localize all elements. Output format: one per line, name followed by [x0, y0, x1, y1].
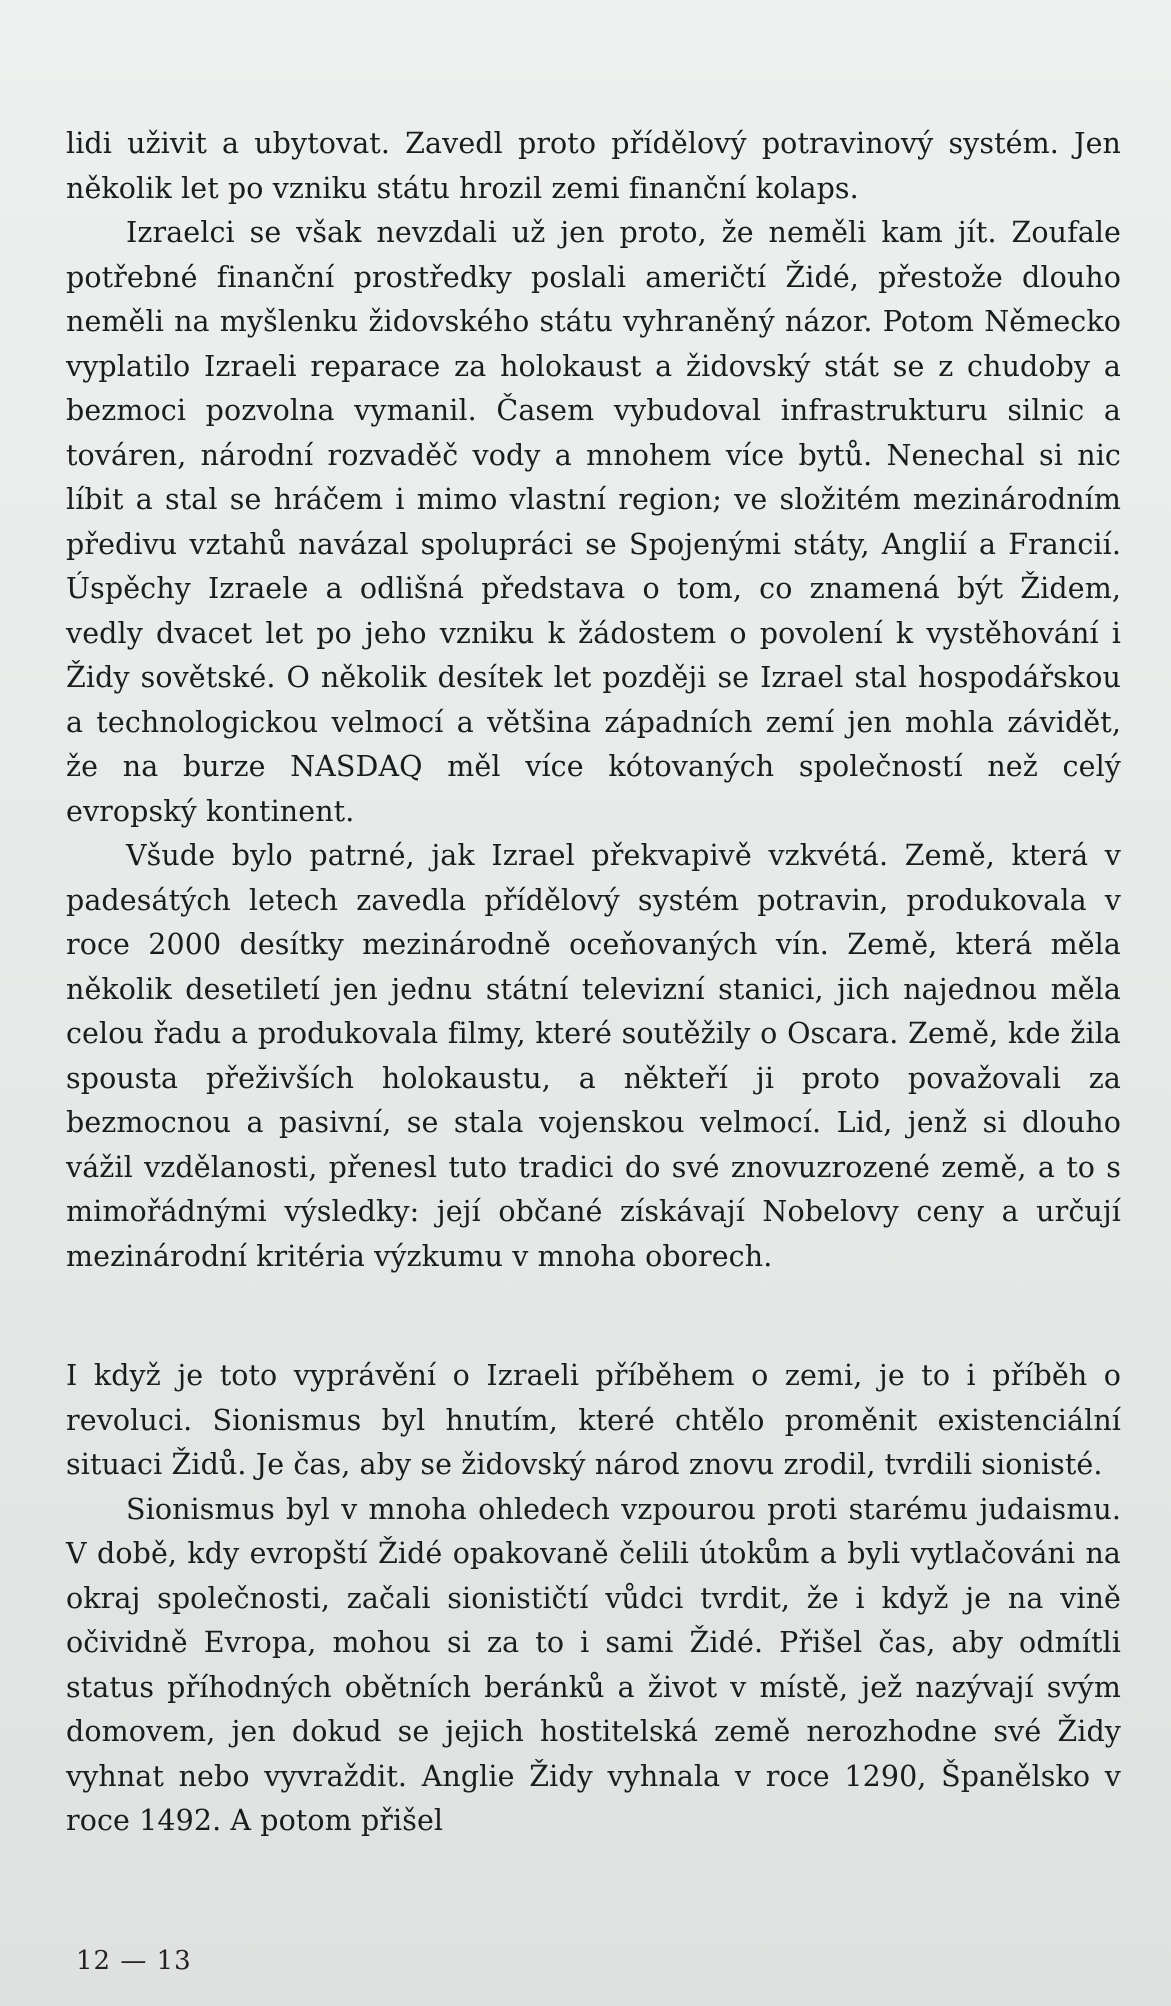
text-section-2 — [66, 1354, 1121, 1844]
paragraph-2: Izraelci se však nevzdali už jen proto, že neměli kam jít. Zoufale potřebné finanční prostředky poslali američtí Židé, přestože dlouho neměli na myšlenku židovského státu vyhraněný názor. Potom Německo vyplatilo Izraeli reparace za holokaust a židovský stát se z chudoby a bezmoci pozvolna vymanil. Časem vybudoval infrastrukturu silnic a továren, národní rozvaděč vody a mnohem více bytů. Nenechal si nic líbit a stal se hráčem i mimo vlastní region; ve složitém mezinárodním předivu vztahů navázal spolupráci se Spojenými státy, Anglií a Francií. Úspěchy Izraele a odlišná představa o tom, co znamená být Židem, vedly dvacet let po jeho vzniku k žádostem o povolení k vystěhování i Židy sovětské. O několik desítek let později se Izrael stal hospodářskou a technologickou velmocí a většina západních zemí jen mohla závidět, že na burze NASDAQ měl více kótovaných společností než celý evropský kontinent. — [66, 216, 1121, 828]
paragraph-5: Sionismus byl v mnoha ohledech vzpourou proti starému judaismu. V době, kdy evropští Židé opakovaně čelili útokům a byli vytlačováni na okraj společnosti, začali sionističtí vůdci tvrdit, že i když je na vině očividně Evropa, mohou si za to i sami Židé. Přišel čas, aby odmítli status příhodných obětních beránků a život v místě, jež nazývají svým domovem, jen dokud se jejich hostitelská země nerozhodne své Židy vyhnat nebo vyvraždit. Anglie Židy vyhnala v roce 1290, Španělsko v roce 1492. A potom přišel — [66, 1492, 1121, 1837]
paragraph-3: Všude bylo patrné, jak Izrael překvapivě vzkvétá. Země, která v padesátých letech zavedla přídělový systém potravin, produkovala v roce 2000 desítky mezinárodně oceňovaných vín. Země, která měla několik desetiletí jen jednu státní televizní stanici, jich najednou měla celou řadu a produkovala filmy, které soutěžily o Oscara. Země, kde žila spousta přeživších holokaustu, a někteří ji proto považovali za bezmocnou a pasivní, se stala vojenskou velmocí. Lid, jenž si dlouho vážil vzdělanosti, přenesl tuto tradici do své znovuzrozené země, a to s mimořádnými výsledky: její občané získávají Nobelovy ceny a určují mezinárodní kritéria výzkumu v mnoha oborech. — [66, 839, 1121, 1273]
page-number: 12 — 13 — [76, 1946, 192, 1976]
paragraph-4: I když je toto vyprávění o Izraeli příběhem o zemi, je to i příběh o revoluci. Sionismus byl hnutím, které chtělo proměnit existenciální situaci Židů. Je čas, aby se židovský národ znovu zrodil, tvrdili sionisté. — [66, 1359, 1121, 1481]
paragraph-1: lidi uživit a ubytovat. Zavedl proto přídělový potravinový systém. Jen několik let po vzniku státu hrozil zemi finanční kolaps. — [66, 127, 1121, 205]
text-section-1 — [66, 122, 1121, 1279]
